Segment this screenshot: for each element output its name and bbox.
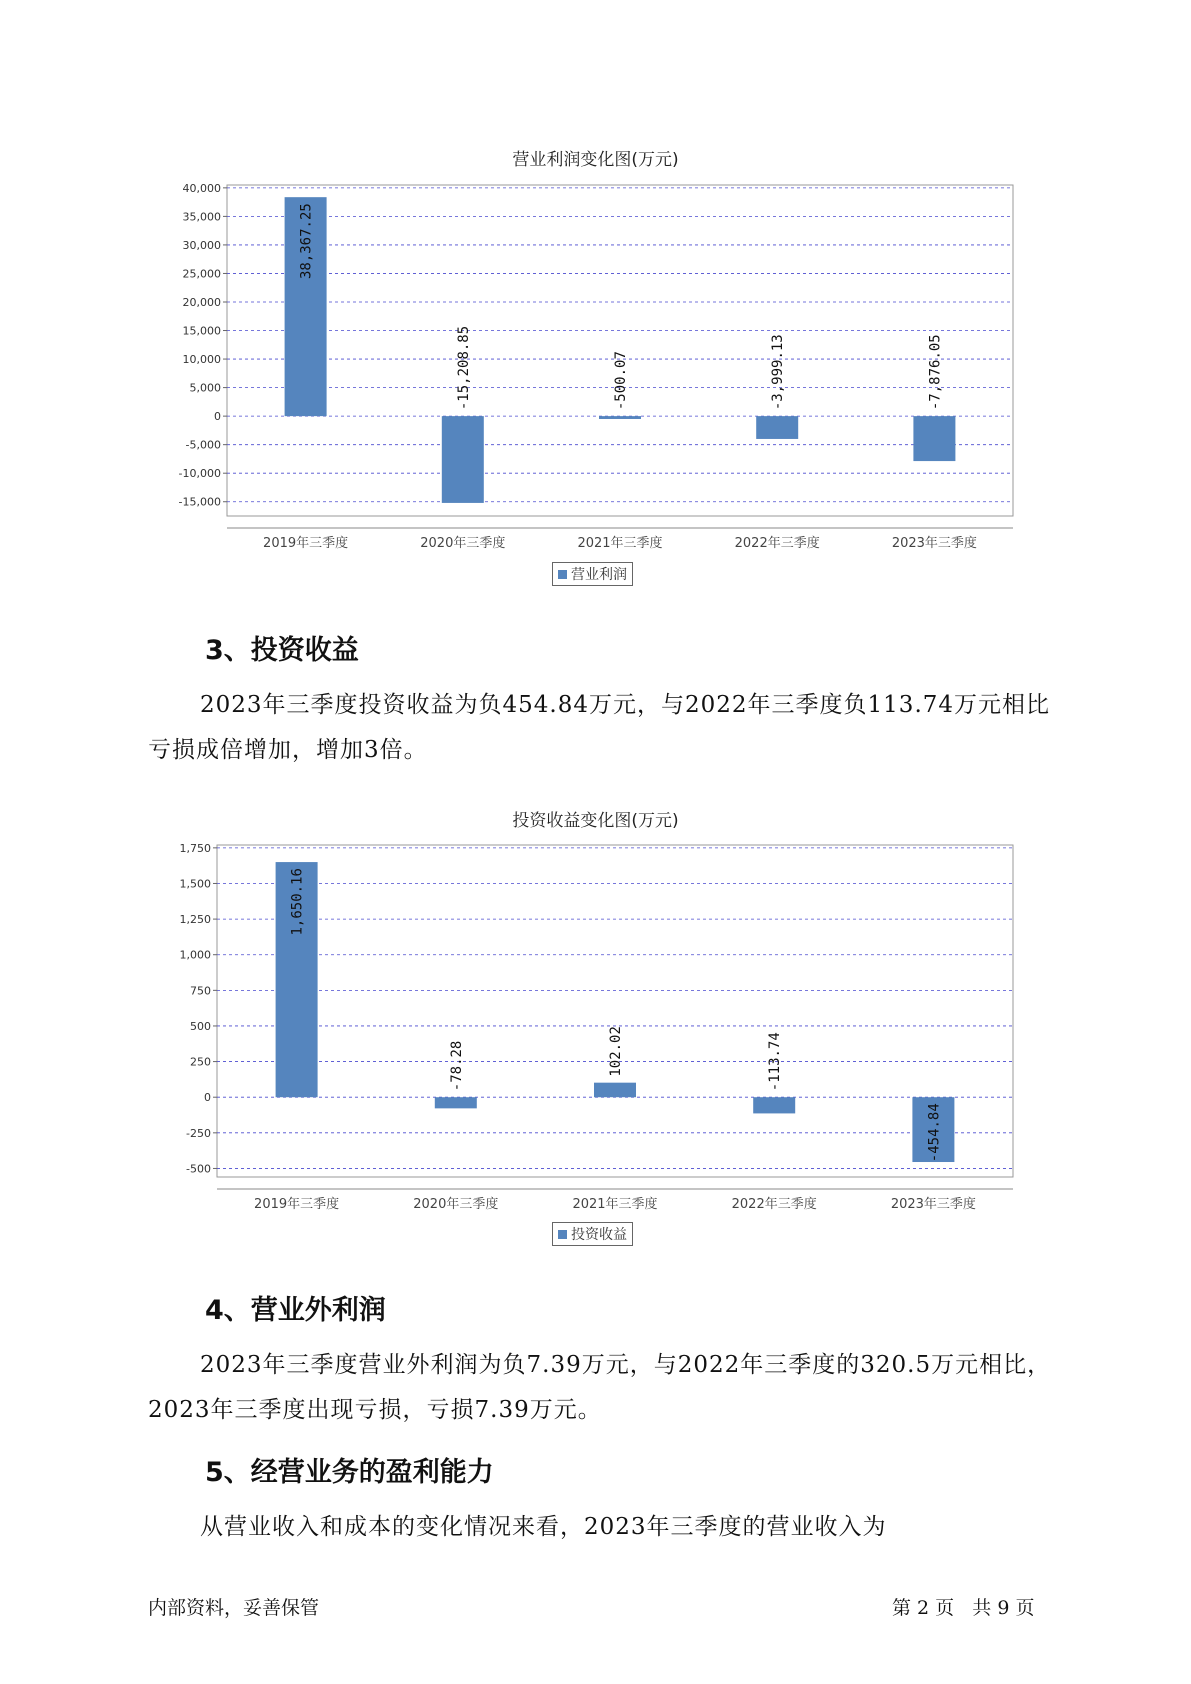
- y-tick-label: 0: [204, 1091, 211, 1105]
- data-label: -500.07: [613, 351, 629, 411]
- data-label: 38,367.25: [298, 203, 315, 280]
- section-heading-profitability: 5、经营业务的盈利能力: [205, 1457, 494, 1488]
- data-label: -3,999.13: [770, 334, 787, 411]
- y-tick-label: -500: [186, 1162, 211, 1176]
- x-tick-label: 2020年三季度: [413, 1197, 499, 1212]
- y-tick-label: -250: [186, 1126, 211, 1140]
- y-tick-label: 750: [190, 984, 211, 998]
- profitability-paragraph: 从营业收入和成本的变化情况来看，2023年三季度的营业收入为: [200, 1514, 887, 1540]
- data-label: 102.02: [608, 1026, 624, 1077]
- y-tick-label: 1,500: [179, 877, 211, 891]
- y-tick-label: 0: [214, 410, 221, 424]
- footer-left: 内部资料，妥善保管: [148, 1597, 320, 1619]
- bar-4: [753, 1097, 795, 1113]
- investment-income-paragraph: 2023年三季度投资收益为负454.84万元，与2022年三季度负113.74万元相比亏损成倍增加，增加3倍。: [148, 692, 1051, 763]
- plot-area: [217, 845, 1013, 1177]
- y-tick-label: 1,000: [179, 948, 211, 962]
- legend-swatch: [558, 1230, 567, 1239]
- section-heading-non-operating-profit: 4、营业外利润: [205, 1295, 386, 1326]
- x-tick-label: 2023年三季度: [891, 536, 977, 551]
- legend-label: 投资收益: [571, 1227, 627, 1243]
- y-tick-label: -15,000: [178, 495, 221, 509]
- bar-3: [594, 1083, 636, 1098]
- footer-page-number: 第 2 页 共 9 页: [892, 1597, 1035, 1619]
- x-tick-label: 2019年三季度: [263, 536, 349, 551]
- y-tick-label: 5,000: [189, 381, 221, 395]
- x-tick-label: 2019年三季度: [254, 1197, 340, 1212]
- bar-2: [435, 1097, 477, 1108]
- y-tick-label: 25,000: [182, 267, 221, 281]
- section-heading-investment-income: 3、投资收益: [205, 635, 359, 666]
- x-tick-label: 2022年三季度: [731, 1197, 817, 1212]
- chart-title: 营业利润变化图(万元): [512, 150, 679, 170]
- y-tick-label: 15,000: [182, 324, 221, 338]
- legend-label: 营业利润: [571, 567, 627, 583]
- x-tick-label: 2022年三季度: [734, 536, 820, 551]
- y-tick-label: 1,250: [179, 913, 211, 927]
- data-label: 1,650.16: [289, 868, 306, 936]
- y-tick-label: 35,000: [182, 210, 221, 224]
- x-tick-label: 2023年三季度: [890, 1197, 976, 1212]
- data-label: -78.28: [448, 1040, 465, 1092]
- chart-legend: [552, 1222, 633, 1246]
- x-tick-label: 2021年三季度: [577, 536, 663, 551]
- y-tick-label: 10,000: [182, 353, 221, 367]
- y-tick-label: 30,000: [182, 238, 221, 252]
- y-tick-label: 40,000: [182, 181, 221, 195]
- chart-title: 投资收益变化图(万元): [512, 811, 679, 831]
- data-label: -113.74: [767, 1032, 784, 1092]
- y-tick-label: 20,000: [182, 295, 221, 309]
- y-tick-label: 250: [190, 1055, 211, 1069]
- y-tick-label: 1,750: [179, 841, 211, 855]
- x-tick-label: 2020年三季度: [420, 536, 506, 551]
- non-operating-profit-paragraph: 2023年三季度营业外利润为负7.39万元，与2022年三季度的320.5万元相比，2023年三季度出现亏损，亏损7.39万元。: [148, 1352, 1052, 1423]
- y-tick-label: 500: [190, 1019, 211, 1033]
- data-label: -7,876.05: [927, 334, 944, 411]
- x-tick-label: 2021年三季度: [572, 1197, 658, 1212]
- data-label: -454.84: [926, 1103, 943, 1163]
- data-label: -15,208.85: [455, 325, 472, 411]
- y-tick-label: -5,000: [185, 438, 221, 452]
- y-tick-label: -10,000: [178, 467, 221, 481]
